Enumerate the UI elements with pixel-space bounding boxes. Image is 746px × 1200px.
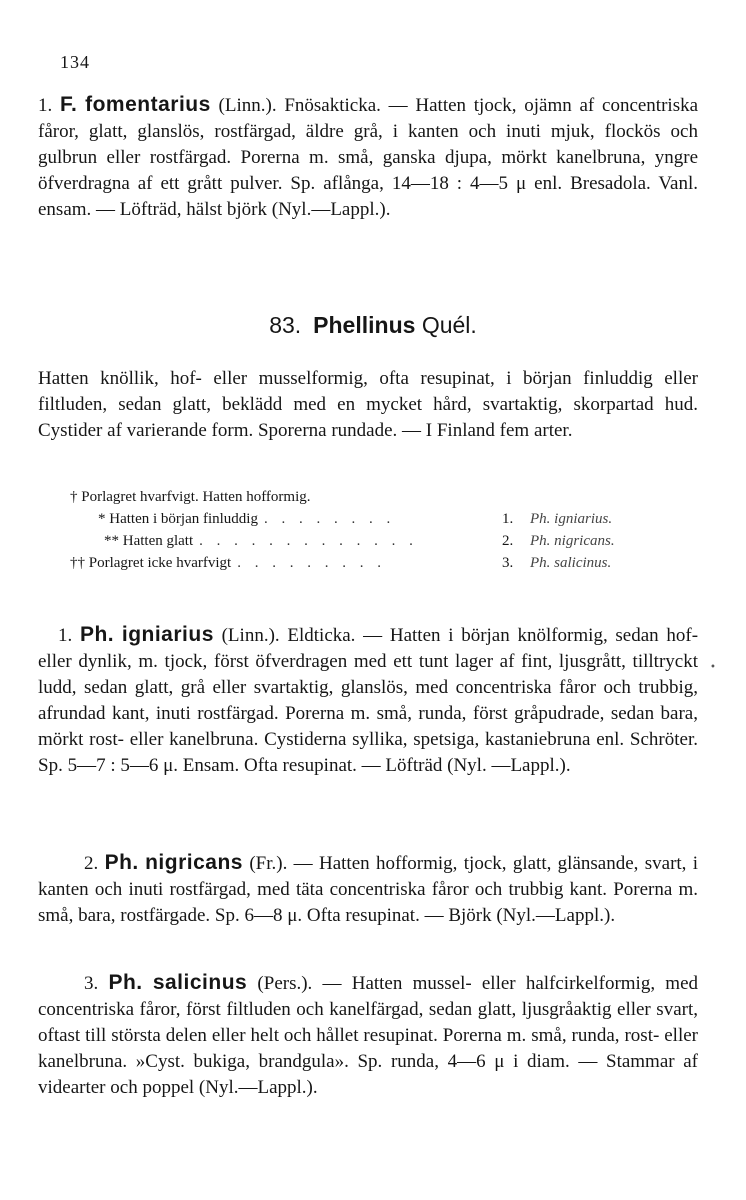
genus-abbreviation: Ph. bbox=[108, 971, 143, 994]
key-row bbox=[70, 508, 660, 530]
key-row bbox=[70, 552, 660, 574]
species-description: Fnösakticka. — Hatten tjock, ojämn af concentriska fåror, glatt, glanslös, rostfärgad, äldre grå, i kanten och inuti mjuk, flockös och gulbrun eller rostfärgad. Porerna m. små, ganska djupa, mörkt kanelbruna, yngre öfverdragna af ett grått pulver. Sp. aflånga, 14—18 : 4—5 μ enl. Bresadola. Vanl. ensam. — Löfträd, hälst björk (Nyl.—Lappl.). bbox=[38, 95, 699, 220]
genus-abbreviation: F. bbox=[60, 93, 78, 116]
genus-abbreviation: Ph. bbox=[104, 851, 139, 874]
key-row-number: 1. bbox=[502, 511, 514, 527]
page-number: 134 bbox=[60, 52, 90, 72]
species-author: (Linn.). bbox=[218, 95, 277, 116]
genus-description: Hatten knöllik, hof- eller musselformig, ofta resupinat, i början finluddig eller filtluden, sedan glatt, beklädd med en mycket hård, svartaktig, skorpartad hud. Cystider af varierande form. Sporerna rundade. — I Finland fem arter. bbox=[38, 368, 698, 441]
key-row-species: Ph. igniarius. bbox=[530, 511, 613, 527]
species-author: (Linn.). bbox=[221, 625, 280, 646]
species-name: igniarius bbox=[121, 623, 214, 646]
key-row-label: ** Hatten glatt bbox=[104, 533, 194, 549]
species-entry-fomentarius bbox=[38, 92, 698, 223]
species-name: salicinus bbox=[152, 971, 248, 994]
species-description: — Hatten hofformig, tjock, glatt, glänsande, svart, i kanten och inuti rostfärgad, med täta concentriska fåror och trubbig kant. Porerna m. små, bara, rostfärgade. Sp. 6—8 μ. Ofta resupinat. — Björk (Nyl.—Lappl.). bbox=[38, 853, 699, 926]
key-row-leader: . . . . . . . . bbox=[263, 511, 396, 527]
entry-number: 1. bbox=[58, 625, 73, 646]
key-row-leader: . . . . . . . . . . . . . bbox=[199, 533, 418, 549]
species-key bbox=[70, 486, 660, 574]
genus-author: Quél. bbox=[421, 312, 477, 338]
key-row-species: Ph. salicinus. bbox=[530, 555, 612, 571]
key-row-number: 3. bbox=[502, 555, 514, 571]
entry-number: 1. bbox=[38, 95, 53, 116]
key-row-species: Ph. nigricans. bbox=[530, 533, 615, 549]
key-row-leader: . . . . . . . . . bbox=[237, 555, 386, 571]
genus-heading bbox=[0, 312, 746, 339]
species-entry-nigricans bbox=[38, 850, 698, 929]
species-description: — Hatten mussel- eller halfcirkelformig, med concentriska fåror, först filtluden och kanelfärgad, sedan glatt, ljusgråaktig eller svart, oftast till största delen eller helt och hållet resupinat. Porerna m. små, runda, rost- eller kanelbruna. »Cyst. bukiga, brandgula». Sp. runda, 4—6 μ i diam. — Stammar af videarter och poppel (Nyl.—Lappl.). bbox=[38, 973, 698, 1098]
key-heading: † Porlagret hvarfvigt. Hatten hofformig. bbox=[70, 489, 311, 505]
key-row bbox=[70, 530, 660, 552]
species-description: Eldticka. — Hatten i början knölformig, sedan hof- eller dynlik, m. tjock, först öfverdragen med ett tunt lager af fint, ljusgrått, tilltryckt ludd, sedan glatt, grå eller svartaktig, glanslös, med concentriska fåror och trubbig, afrundad kant, inuti rostfärgad. Porerna m. små, runda, först gråpudrade, sedan bara, mörkt rost- eller kanelbruna. Cystiderna syllika, spetsiga, kastaniebruna enl. Schröter. Sp. 5—7 : 5—6 μ. Ensam. Ofta resupinat. — Löfträd (Nyl. —Lappl.). bbox=[38, 625, 699, 776]
key-row-label: †† Porlagret icke hvarfvigt bbox=[70, 555, 232, 571]
species-author: (Pers.). bbox=[257, 973, 313, 994]
genus-name: Phellinus bbox=[313, 312, 416, 338]
key-row-number: 2. bbox=[502, 533, 514, 549]
genus-number: 83. bbox=[269, 312, 302, 338]
entry-number: 2. bbox=[84, 853, 99, 874]
genus-abbreviation: Ph. bbox=[79, 623, 115, 646]
species-entry-igniarius bbox=[38, 622, 698, 779]
species-name: nigricans bbox=[145, 851, 243, 874]
species-entry-salicinus bbox=[38, 970, 698, 1101]
entry-number: 3. bbox=[84, 973, 99, 994]
species-name: fomentarius bbox=[85, 93, 211, 116]
species-author: (Fr.). bbox=[249, 853, 288, 874]
key-row-label: * Hatten i början finluddig bbox=[98, 511, 258, 527]
stray-mark: • bbox=[710, 662, 716, 673]
